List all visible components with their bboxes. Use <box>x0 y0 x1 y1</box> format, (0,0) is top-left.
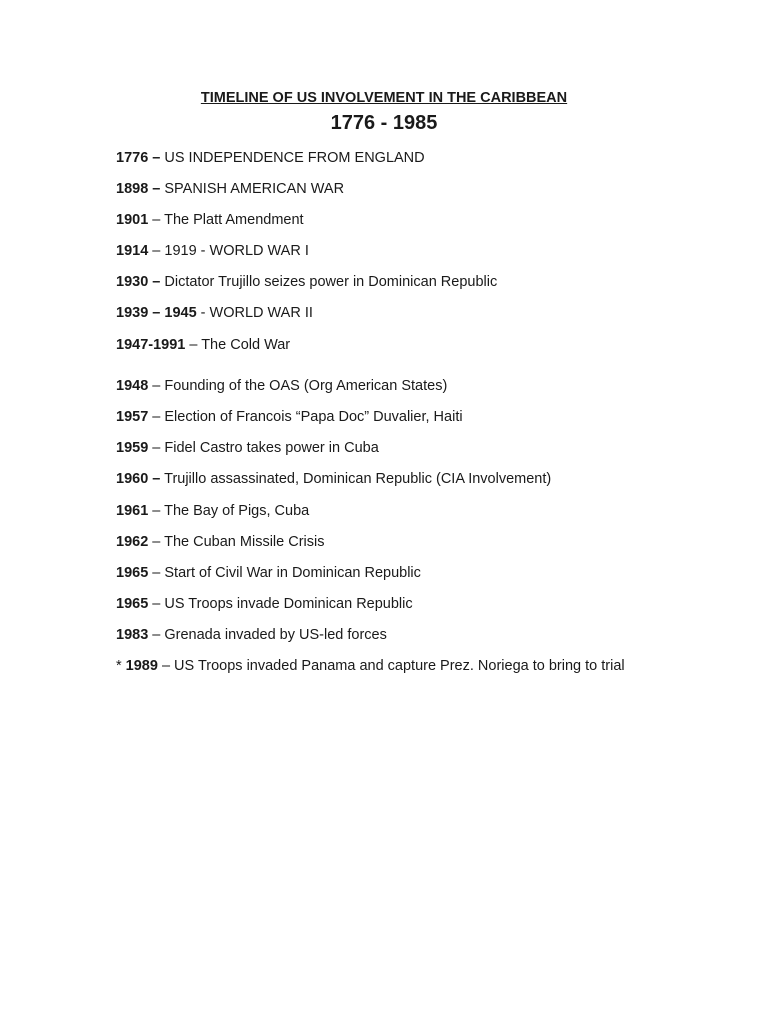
timeline-entry <box>116 335 676 355</box>
entry-date: 1948 <box>116 378 149 394</box>
timeline-entry <box>116 625 676 645</box>
entry-date: 1965 <box>116 565 149 581</box>
entry-event: - WORLD WAR II <box>196 305 313 321</box>
entry-date: 1960 – <box>116 471 161 487</box>
entry-date: 1901 <box>116 212 149 228</box>
document-title: TIMELINE OF US INVOLVEMENT IN THE CARIBBEAN <box>200 90 568 106</box>
entry-date: 1930 – <box>116 274 161 290</box>
entry-event: – US Troops invaded Panama and capture Prez. Noriega to bring to trial <box>157 658 625 674</box>
entry-prefix: * <box>116 658 126 674</box>
entry-date: 1898 – <box>116 181 161 197</box>
entry-event: – Fidel Castro takes power in Cuba <box>148 440 379 456</box>
entry-event: – The Cuban Missile Crisis <box>148 534 325 550</box>
timeline-entry <box>116 501 676 521</box>
entry-event: – Election of Francois “Papa Doc” Duvalier, Haiti <box>148 409 463 425</box>
timeline-entry <box>116 376 676 396</box>
document-subtitle: 1776 - 1985 <box>330 112 438 134</box>
timeline-entry <box>116 438 676 458</box>
entry-date: 1962 <box>116 534 149 550</box>
timeline-entry <box>116 532 676 552</box>
entry-date: 1983 <box>116 627 149 643</box>
entry-event: – US Troops invade Dominican Republic <box>148 596 413 612</box>
entry-date: 1965 <box>116 596 149 612</box>
entry-date: 1914 <box>116 243 149 259</box>
entry-date: 1776 – <box>116 150 161 166</box>
entry-date: 1959 <box>116 440 149 456</box>
entry-date: 1939 – 1945 <box>116 305 197 321</box>
timeline-entry <box>116 148 676 168</box>
timeline-entry <box>116 303 676 323</box>
timeline-entry <box>116 179 676 199</box>
entry-date: 1947-1991 <box>116 337 186 353</box>
entry-date: 1961 <box>116 503 149 519</box>
entry-event: Dictator Trujillo seizes power in Dominican Republic <box>160 274 498 290</box>
entry-event: Trujillo assassinated, Dominican Republic (CIA Involvement) <box>160 471 552 487</box>
entry-date: 1989 <box>125 658 158 674</box>
entry-event: – The Bay of Pigs, Cuba <box>148 503 310 519</box>
timeline-entry <box>116 651 656 682</box>
timeline-entry <box>116 272 676 292</box>
timeline-entry <box>116 210 676 230</box>
entry-event: SPANISH AMERICAN WAR <box>160 181 345 197</box>
timeline-entry <box>116 563 676 583</box>
timeline-entry <box>116 594 676 614</box>
entry-date: 1957 <box>116 409 149 425</box>
timeline-entry <box>116 241 676 261</box>
entry-event: – Start of Civil War in Dominican Republic <box>148 565 421 581</box>
entry-event: – The Platt Amendment <box>148 212 304 228</box>
entry-event: US INDEPENDENCE FROM ENGLAND <box>160 150 425 166</box>
timeline-entry <box>116 407 676 427</box>
entry-event: – The Cold War <box>185 337 291 353</box>
timeline-entry <box>116 469 676 489</box>
entry-event: – 1919 - WORLD WAR I <box>148 243 309 259</box>
entry-event: – Founding of the OAS (Org American States) <box>148 378 448 394</box>
entry-event: – Grenada invaded by US-led forces <box>148 627 387 643</box>
